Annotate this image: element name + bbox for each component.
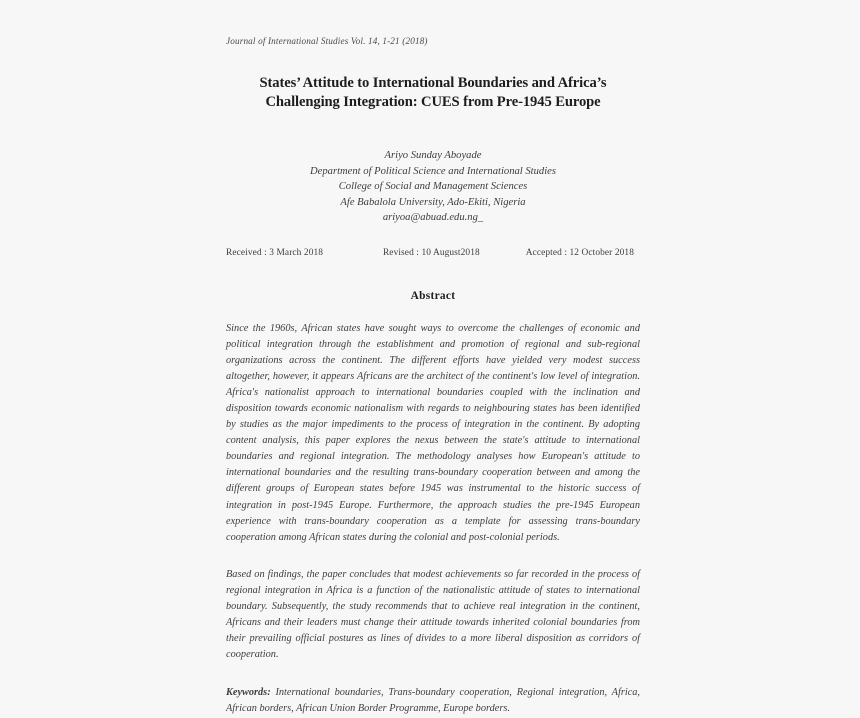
keywords-list: International boundaries, Trans-boundary cooperation, Regional integration, Africa, African borders, African Union Border Programme, Europe borders. (226, 687, 640, 715)
page-content-column (226, 0, 640, 718)
author-college: College of Social and Management Sciences (338, 181, 528, 192)
article-title-line-1: States’ Attitude to International Boundaries and Africa’s (259, 75, 607, 91)
author-affiliation-block (226, 148, 640, 226)
author-university: Afe Babalola University, Ado-Ekiti, Nigeria (340, 196, 526, 208)
author-name: Ariyo Sunday Aboyade (384, 150, 482, 161)
keywords-label: Keywords: (226, 687, 271, 699)
author-email[interactable]: ariyoa@abuad.edu.ng_ (382, 212, 484, 223)
abstract-heading: Abstract (410, 289, 456, 302)
date-accepted: Accepted : 12 October 2018 (525, 247, 634, 258)
date-received: Received : 3 March 2018 (226, 247, 324, 258)
article-title (226, 74, 640, 112)
keywords-section (226, 685, 640, 717)
journal-citation-header: Journal of International Studies Vol. 14, 1-21 (2018) (226, 36, 428, 46)
author-department: Department of Political Science and International Studies (310, 165, 556, 177)
abstract-paragraph-1: Since the 1960s, African states have sought ways to overcome the challenges of economic and political integration through the establishment and promotion of regional and sub-regional organizations across the continent. The different efforts have yielded very modest success altogether, however, it appears Africans are the architect of the continent's low level of integration. Africa's nationalist approach to international boundaries coupled with the inclination and disposition towards economic nationalism with regards to neighbouring states has been identified by studies as the major impediments to the process of integration in the continent. By adopting content analysis, this paper explores the nexus between the state's attitude to international boundaries and regional integration. The methodology analyses how European's attitude to international boundaries and the resulting trans-boundary cooperation between and among the different groups of European states before 1945 was instrumental to the historic success of integration in post-1945 Europe. Furthermore, the approach studies the pre-1945 European experience with trans-boundary cooperation as a template for assessing trans-boundary cooperation among African states during the colonial and post-colonial periods. (226, 322, 640, 543)
article-title-line-2: Challenging Integration: CUES from Pre-1945 Europe (265, 94, 601, 110)
date-revised: Revised : 10 August2018 (382, 247, 480, 258)
abstract-paragraph-2: Based on findings, the paper concludes that modest achievements so far recorded in the process of regional integration in Africa is a function of the nationalistic attitude of states to international boundary. Subsequently, the study recommends that to achieve real integration in the continent, Africans and their leaders must change their attitude towards inherited colonial boundaries from their prevailing official postures as lines of divides to a more liberal disposition as corridors of cooperation. (226, 568, 640, 661)
submission-dates-row (226, 248, 640, 258)
